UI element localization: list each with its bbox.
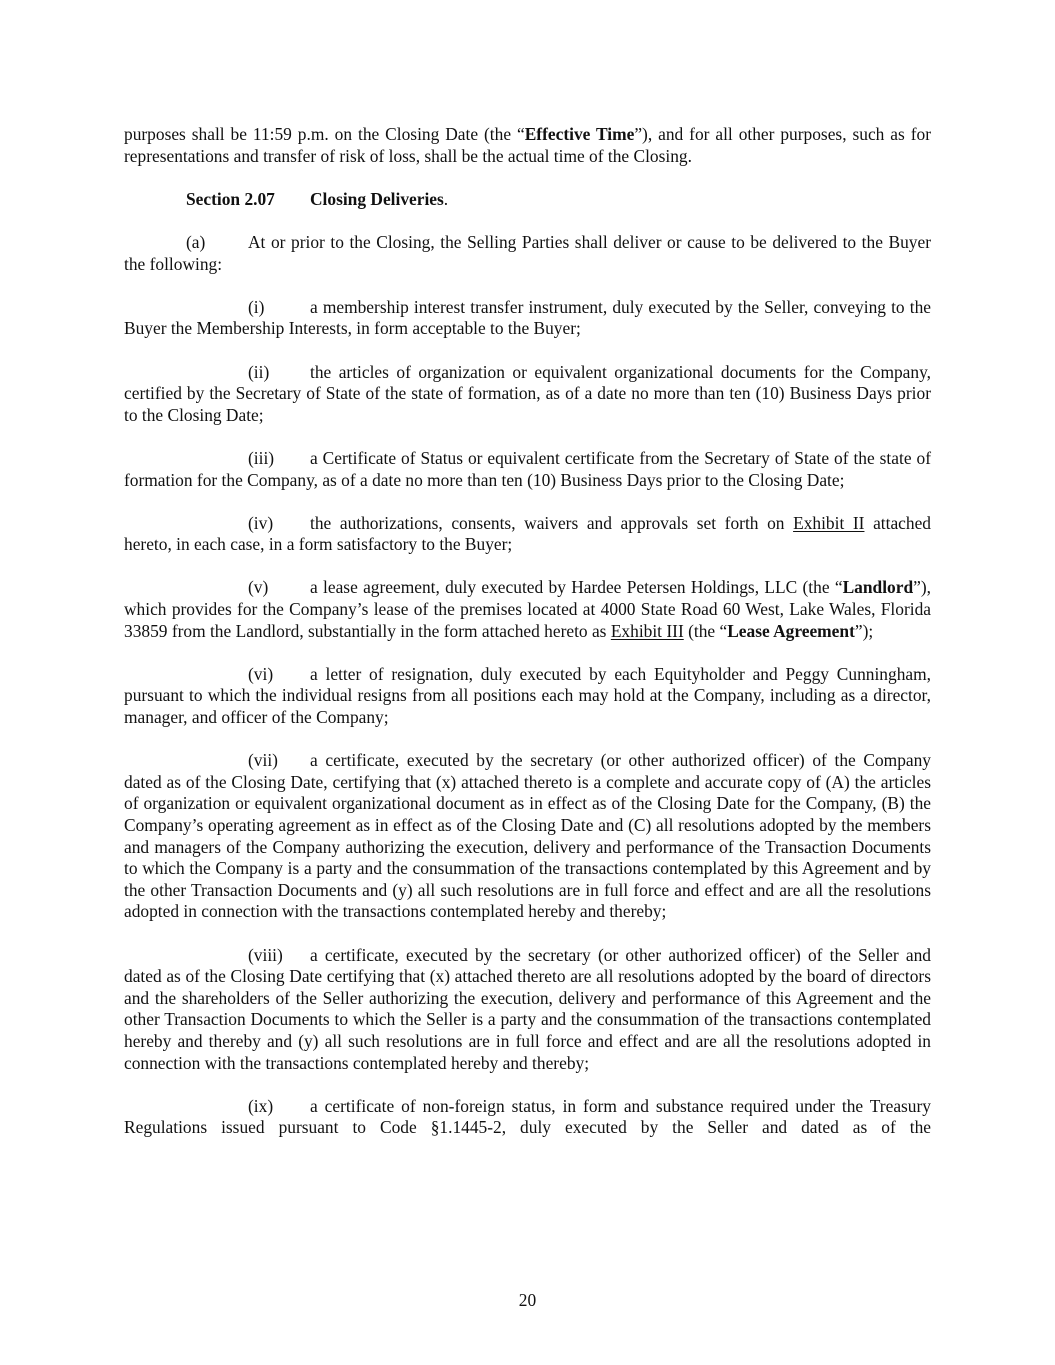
- item-label: (viii): [248, 944, 283, 965]
- paragraph-a-text: At or prior to the Closing, the Selling Parties shall deliver or cause to be delivered to the Buyer the following:: [124, 231, 931, 274]
- list-item-viii: [124, 945, 931, 1075]
- item-text: a Certificate of Status or equivalent certificate from the Secretary of State of the state of formation for the Company, as of a date no more than ten (10) Business Days prior to the Closing Date;: [124, 447, 931, 490]
- defined-term-landlord: Landlord: [842, 577, 914, 598]
- list-item-ii: [124, 362, 931, 427]
- item-label: (ii): [248, 361, 270, 382]
- section-number: Section 2.07: [186, 188, 275, 209]
- defined-term-lease-agreement: Lease Agreement: [727, 620, 855, 641]
- paragraph-a-label: (a): [186, 231, 206, 252]
- continuation-paragraph: [124, 124, 931, 167]
- document-page: [124, 124, 931, 1161]
- item-label: (iii): [248, 447, 275, 468]
- section-title-period: .: [443, 188, 449, 209]
- exhibit-ii-reference: Exhibit II: [793, 512, 865, 533]
- page-number: 20: [518, 1290, 537, 1310]
- item-text: a certificate, executed by the secretary (or other authorized officer) of the Seller and dated as of the Closing Date certifying that (x) attached thereto are all resolutions adopted by the board of directors and the shareholders of the Seller authorizing the execution, delivery and performance of this Agreement and the other Transaction Documents to which the Seller is a party and the consummation of the transactions contemplated hereby and thereby and (y) all such resolutions are in full force and effect and are all the resolutions adopted in connection with the transactions contemplated hereby and thereby;: [124, 944, 931, 1073]
- item-text: a certificate, executed by the secretary (or other authorized officer) of the Company dated as of the Closing Date, certifying that (x) attached thereto is a complete and accurate copy of (A) the articles of organization or equivalent organizational document as in effect as of the Closing Date for the Company, (B) the Company’s operating agreement as in effect as of the Closing Date and (C) all resolutions adopted by the members and managers of the Company authorizing the execution, delivery and performance of the Transaction Documents to which the Company is a party and the consummation of the transactions contemplated by this Agreement and by the other Transaction Documents and (y) all such resolutions are in full force and effect and are all the resolutions adopted in connection with the transactions contemplated hereby and thereby;: [124, 750, 931, 922]
- item-text: a letter of resignation, duly executed by each Equityholder and Peggy Cunningham, pursuant to which the individual resigns from all positions each may hold at the Company, including as a director, manager, and officer of the Company;: [124, 663, 931, 728]
- continuation-text: purposes shall be 11:59 p.m. on the Closing Date (the “: [124, 124, 525, 144]
- item-label: (vi): [248, 663, 274, 684]
- section-heading: [124, 189, 931, 211]
- item-label: (vii): [248, 750, 278, 771]
- list-item-ix: [124, 1096, 931, 1139]
- item-text: a membership interest transfer instrument, duly executed by the Seller, conveying to the Buyer the Membership Interests, in form acceptable to the Buyer;: [124, 296, 931, 339]
- item-label: (ix): [248, 1095, 274, 1116]
- item-text: the authorizations, consents, waivers and approvals set forth on: [310, 512, 794, 533]
- item-text-3: (the “: [683, 620, 728, 641]
- list-item-vi: [124, 664, 931, 729]
- item-text-end: attached hereto, in each case, in a form satisfactory to the Buyer;: [124, 512, 931, 555]
- defined-term-effective-time: Effective Time: [524, 124, 635, 144]
- continuation-text-end: ”), and for all other purposes, such as for representations and transfer of risk of loss, shall be the actual time of the Closing.: [124, 124, 931, 166]
- item-label: (iv): [248, 512, 274, 533]
- list-item-iv: [124, 513, 931, 556]
- item-text: a certificate of non-foreign status, in form and substance required under the Treasury Regulations issued pursuant to Code §1.1445-2, duly executed by the Seller and dated as of the: [124, 1095, 931, 1138]
- list-item-i: [124, 297, 931, 340]
- item-text-2: ”), which provides for the Company’s lease of the premises located at 4000 State Road 60 West, Lake Wales, Florida 33859 from the Landlord, substantially in the form attached hereto as: [124, 577, 931, 641]
- list-item-iii: [124, 448, 931, 491]
- item-label: (i): [248, 296, 265, 317]
- list-item-v: [124, 577, 931, 642]
- paragraph-a: [124, 232, 931, 275]
- item-text: a lease agreement, duly executed by Hardee Petersen Holdings, LLC (the “: [310, 577, 843, 598]
- section-title: Closing Deliveries: [310, 188, 444, 209]
- exhibit-iii-reference: Exhibit III: [610, 620, 684, 641]
- list-item-vii: [124, 750, 931, 923]
- item-label: (v): [248, 577, 269, 598]
- item-text-4: ”);: [854, 620, 874, 641]
- item-text: the articles of organization or equivalent organizational documents for the Company, certified by the Secretary of State of the state of formation, as of a date no more than ten (10) Business Days prior to the Closing Date;: [124, 361, 931, 425]
